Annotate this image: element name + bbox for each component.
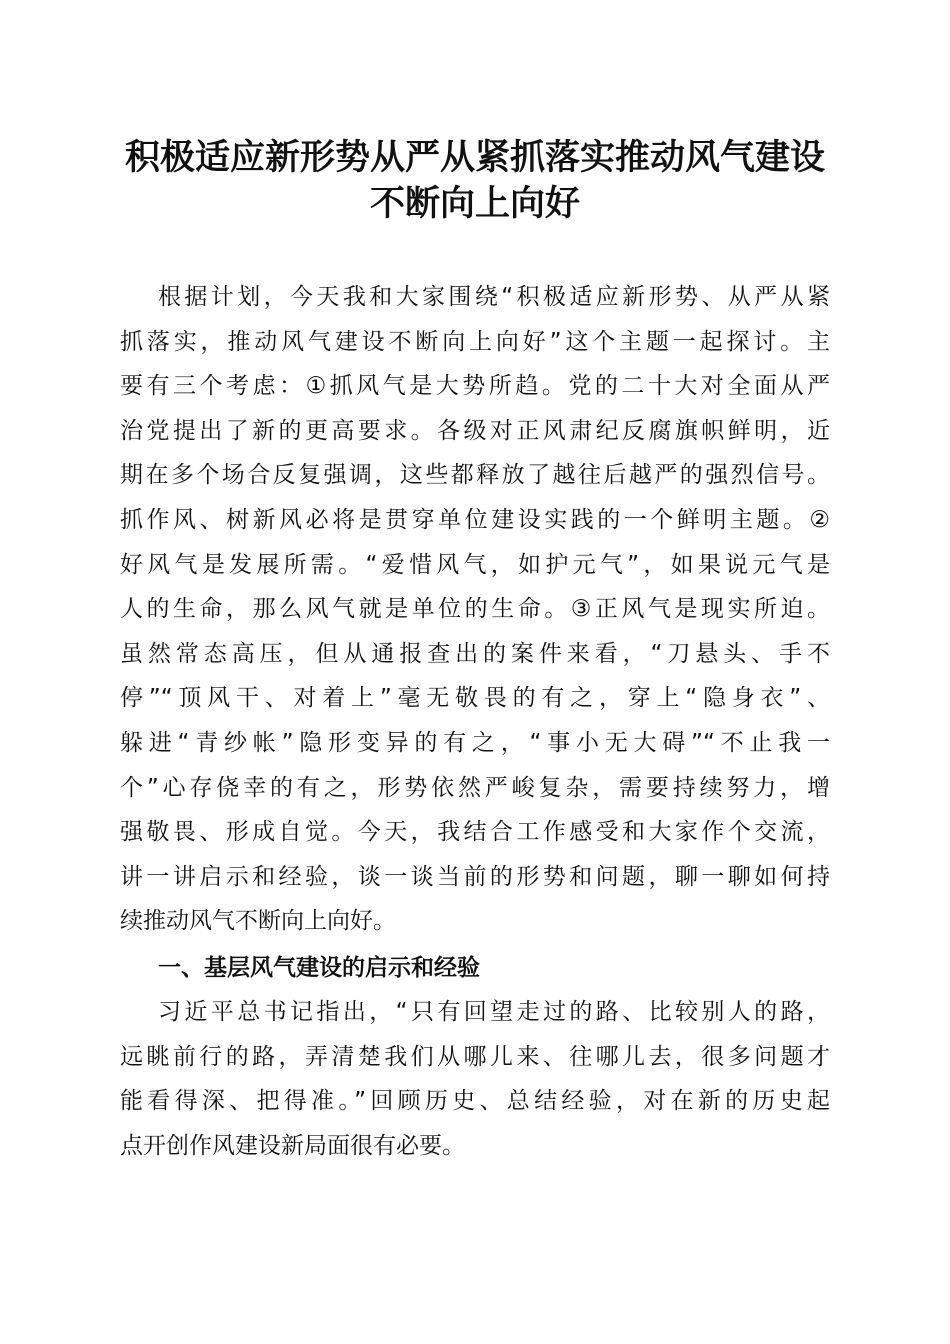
section-heading: 一、基层风气建设的启示和经验 (158, 955, 480, 981)
title-line: 不断向上向好 (369, 183, 580, 224)
text-line: 治党提出了新的更高要求。各级对正风肃纪反腐旗帜鲜明，近 (120, 417, 830, 444)
text-line: 强敬畏、形成自觉。今天，我结合工作感受和大家作个交流， (120, 819, 830, 846)
text-line: 期在多个场合反复强调，这些都释放了越往后越严的强烈信号。 (120, 462, 830, 489)
title-line: 积极适应新形势从严从紧抓落实推动风气建设 (124, 137, 825, 178)
text-line: 人的生命，那么风气就是单位的生命。③正风气是现实所迫。 (120, 596, 830, 623)
text-line: 要有三个考虑：①抓风气是大势所趋。党的二十大对全面从严 (120, 373, 830, 400)
paragraph-intro (120, 275, 830, 944)
paragraph-section1 (120, 990, 830, 1168)
text-line: 抓落实，推动风气建设不断向上向好”这个主题一起探讨。主 (120, 328, 830, 355)
text-line: 根据计划，今天我和大家围绕“积极适应新形势、从严从紧 (158, 284, 830, 310)
text-line: 习近平总书记指出，“只有回望走过的路、比较别人的路， (158, 999, 830, 1025)
text-line: 抓作风、树新风必将是贯穿单位建设实践的一个鲜明主题。② (120, 506, 830, 533)
text-line: 个”心存侥幸的有之，形势依然严峻复杂，需要持续努力，增 (120, 774, 830, 801)
text-line: 能看得深、把得准。”回顾历史、总结经验，对在新的历史起 (120, 1088, 830, 1115)
document-title (0, 135, 950, 227)
text-line: 虽然常态高压，但从通报查出的案件来看，“刀悬头、手不 (120, 640, 830, 667)
text-line: 停”“顶风干、对着上”毫无敬畏的有之，穿上“隐身衣”、 (120, 685, 830, 712)
text-line: 躲进“青纱帐”隐形变异的有之，“事小无大碍”“不止我一 (120, 729, 830, 756)
text-line: 好风气是发展所需。“爱惜风气，如护元气”，如果说元气是 (120, 551, 830, 578)
text-line: 点开创作风建设新局面很有必要。 (120, 1132, 465, 1159)
text-line: 讲一讲启示和经验，谈一谈当前的形势和问题，聊一聊如何持 (120, 863, 830, 890)
text-line: 续推动风气不断向上向好。 (120, 908, 396, 935)
text-line: 远眺前行的路，弄清楚我们从哪儿来、往哪儿去，很多问题才 (120, 1043, 830, 1070)
